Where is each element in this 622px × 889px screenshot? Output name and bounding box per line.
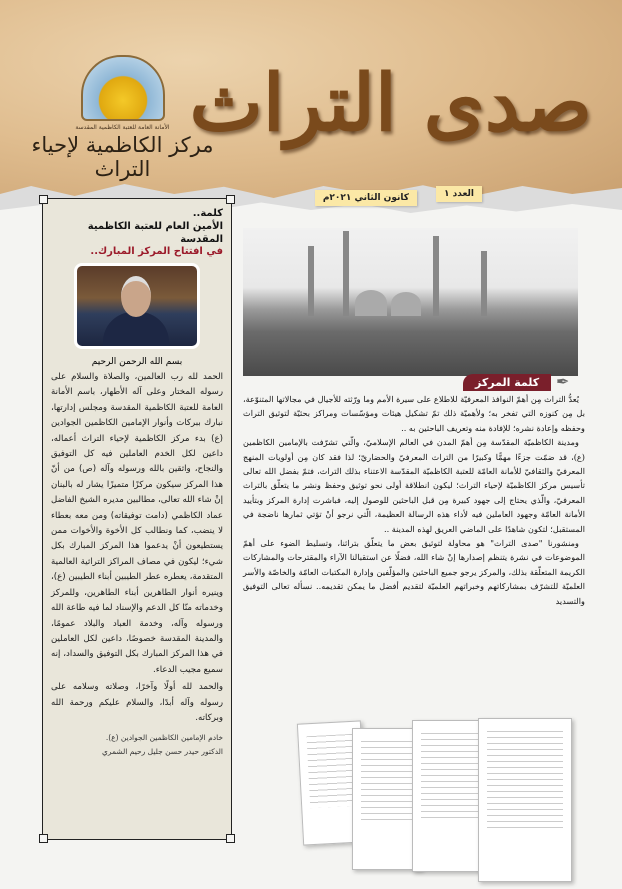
article-paragraph: ومنشورنا "صدى التراث" هو محاولة لتوثيق بعض ما يتعلّق بتراثنا، وتسليط الضوء على أهمّ الموضوعات في نشرة يتنظم إصدارها إنْ شاء الله، فضلًا عن استقبالنا الآراء والمقترحات والمشاركات الكريمة المتعلّقة بذلك، والمركز يرجو جميع الباحثين والمؤلّفين وإدارة المكتبات العامّة والخاصّة والأسر العلميّة للتشرّف بمشاركاتهم وخبراتهم العلميّة لتقديم أفضل ما يمكن تقديمه.. نسأله تعالى التوفيق والتسديد bbox=[243, 538, 585, 606]
sidebar-heading: الأمين العام للعتبة الكاظمية المقدسة bbox=[87, 221, 223, 245]
box-corner bbox=[226, 834, 235, 843]
issue-date: كانون الثاني ٢٠٢١م bbox=[315, 190, 417, 206]
article-paragraph: ومدينة الكاظميّة المقدّسة مِن أهمّ المدن في العالم الإسلاميّ، والّتي تشرّفت بالإمامين الكاظمين (ع)، قد ضمّت جزءًا مهمًّا وكبيرًا من التراث المعرفيّ والحضاريّ؛ لذا فقد كان مِن أولويات المنهج المعرفيّ والثقافيّ للأمانة العامّة للعتبة الكاظميّة المقدّسة الاعتناء بذلك التراث، فتمّ بفضل الله تعالى تأسيس مركز الكاظميّة لإحياء التراث؛ ليكون انطلاقة أولى نحو توثيق وحفظ ونشر ما يتعلّق بالتراث المعرفيّ، والّذي يحتاج إلى جهود كبيرة مِن قبل الباحثين للوصول إليه، فباشرت إدارة المركز وبتأييد الأمانة العامّة وجهود العاملين فيه لأداء هذه الرسالة العظيمة، الّتي نرجو أنْ تؤتي ثمارها ناضجة في المستقبل؛ لتكون شاهدًا على الماضي العريق لهذه المدينة .. bbox=[243, 437, 585, 534]
portrait-suit bbox=[103, 312, 169, 349]
article-paragraph: يُعدُّ التراث مِن أهمّ النوافذ المعرفيّة للاطلاع على سيرة الأمم وما ورّثته للأجيال في مجالاتها المتنوّعة، بل مِن كنوزه التي تفخر به؛ ولأهميّة ذلك تمّ تشكيل هيئات ومؤسّسات ومراكز بحثيّة لتوثيق التراث وحفظه وإعادة نشره؛ للإفادة منه وتعريف الباحثين به .. bbox=[243, 394, 585, 433]
center-editorial bbox=[243, 392, 585, 608]
dome bbox=[391, 292, 421, 316]
minaret bbox=[308, 246, 314, 316]
box-corner bbox=[39, 195, 48, 204]
sidebar-message-box bbox=[42, 198, 232, 840]
sidebar-paragraph: الحمد لله رب العالمين، والصلاة والسلام على رسوله المختار وعلى آله الأطهار، باسم الأمانة العامة للعتبة الكاظمية المقدسة ومجلس إدارتها، نبارك ببركات وأنوار الإمامين الكاظمين الجوادين (ع) بدء مركز الكاظمية لإحياء التراث أعماله، داعين لكل الخدم العاملين فيه كل التوفيق والنجاح، واثقين بالله ورسوله وآله (ص) من أنّ هذا المركز سيكون مركزًا متميزًا يشار له بالبنان إنْ شاء الله تعالى، مطالبين مديره الشيخ الفاضل عماد الكاظمي (دامت توفيقاته) ومن معه بعطاء لا ينضب، كما ونطالب كل الأخوة والأخوات ممن يستطيعون أنْ يدعموا هذا المركز المبارك بكل شيء؛ ليكون في مصاف المراكز التراثية العالمية المتقدمة، يعطره عطر الطيبين أبناء الطيبين (ع)، وينيره أنوار الطاهرين أبناء الطاهرين، وللمركز وخدماته منّا كل الدعم والإسناد لما فيه طاعة الله ورسوله وآله، وخدمة العباد والبلاد عمومًا، والمدينة المقدسة خصوصًا، داعين لكل العاملين في هذا المركز المبارك بكل التوفيق والسداد، إنه سميع مجيب الدعاء. bbox=[51, 372, 223, 675]
document-scan bbox=[412, 720, 488, 872]
document-scan bbox=[478, 718, 572, 882]
dome bbox=[355, 290, 387, 316]
logo-subtitle: الأمانة العامة للعتبة الكاظمية المقدسة bbox=[75, 124, 170, 131]
basmala: بسم الله الرحمن الرحيم bbox=[91, 357, 183, 367]
signature-name: الدكتور حيدر حسن جليل رحيم الشمري bbox=[101, 747, 223, 757]
parchment-header bbox=[0, 0, 622, 200]
portrait-photo bbox=[74, 263, 200, 349]
minaret bbox=[343, 231, 349, 316]
shrine-dome-emblem bbox=[81, 55, 165, 121]
quill-pen-icon: ✒ bbox=[556, 372, 570, 391]
sidebar-label: كلمة.. bbox=[192, 208, 223, 219]
issue-number: العدد ١ bbox=[436, 186, 482, 202]
box-corner bbox=[39, 834, 48, 843]
minaret bbox=[433, 236, 439, 316]
publication-title: صدى التراث bbox=[189, 58, 592, 149]
signature-title: خادم الإمامين الكاظمين الجوادين (ع). bbox=[105, 733, 223, 743]
section-label: كلمة المركز bbox=[463, 374, 551, 391]
minaret bbox=[481, 251, 487, 316]
logo-name: مركز الكاظمية لإحياء التراث bbox=[31, 133, 214, 181]
document-images bbox=[300, 712, 575, 880]
portrait-face bbox=[121, 276, 151, 317]
sidebar-subheading: في افتتاح المركز المبارك.. bbox=[90, 246, 223, 257]
shrine-photo bbox=[243, 228, 578, 376]
box-corner bbox=[226, 195, 235, 204]
sidebar-paragraph: والحمد لله أولًا وآخرًا، وصلاته وسلامه على رسوله وآله أبدًا، والسلام عليكم ورحمة الله وبركاته. bbox=[51, 682, 223, 723]
